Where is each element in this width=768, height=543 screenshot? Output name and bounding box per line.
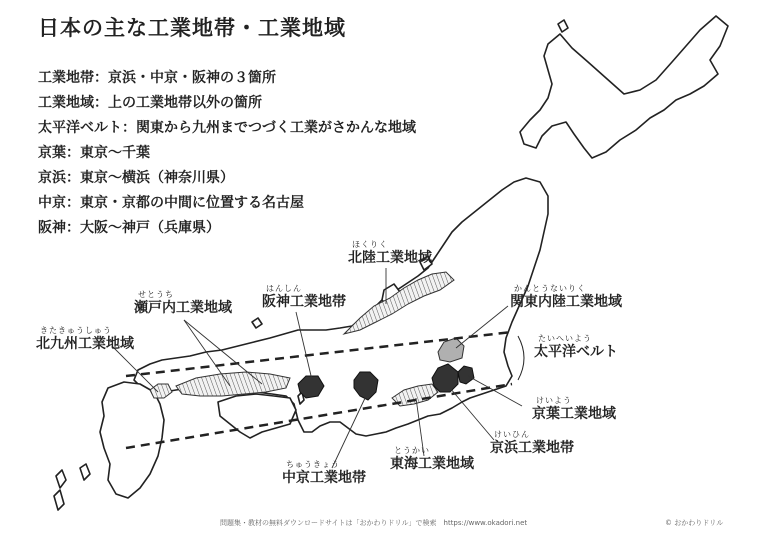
copyright-text: © おかわりドリル — [665, 519, 724, 527]
goto-island — [80, 464, 90, 480]
kyushu-outline — [100, 382, 164, 498]
furigana: けいひん — [494, 430, 530, 439]
label-setouchi — [134, 290, 232, 317]
furigana: ほくりく — [352, 240, 388, 249]
legend-line: 京葉：東京～千葉 — [38, 145, 150, 161]
label-hanshin — [262, 284, 346, 311]
legend-line: 太平洋ベルト：関東から九州までつづく工業がさかんな地域 — [38, 120, 416, 136]
label-chukyo — [282, 460, 366, 487]
furigana: きたきゅうしゅう — [40, 326, 112, 335]
tsushima-island — [56, 470, 66, 488]
label-tokai — [390, 446, 474, 473]
label-pacific-belt — [534, 334, 618, 361]
region-name: 瀬戸内工業地域 — [134, 300, 232, 316]
footer-text: 問題集・教材の無料ダウンロードサイトは「おかわりドリル」で検索 https://www.okadori.net — [220, 519, 528, 527]
legend — [38, 66, 416, 241]
legend-line: 阪神：大阪～神戸（兵庫県） — [38, 220, 220, 236]
label-hokuriku — [348, 240, 432, 267]
legend-line: 中京：東京・京都の中間に位置する名古屋 — [38, 195, 304, 211]
legend-line: 京浜：東京～横浜（神奈川県） — [38, 170, 234, 186]
furigana: けいよう — [536, 396, 572, 405]
furigana: とうかい — [394, 446, 430, 455]
region-name: 北九州工業地域 — [36, 336, 134, 352]
furigana: ちゅうきょう — [286, 460, 340, 469]
legend-line: 工業地域：上の工業地帯以外の箇所 — [38, 95, 262, 111]
region-name: 北陸工業地域 — [348, 250, 432, 266]
region-name: 東海工業地域 — [390, 456, 474, 472]
label-kitakyushu — [36, 326, 134, 353]
furigana: せとうち — [138, 290, 174, 299]
page-title: 日本の主な工業地帯・工業地域 — [38, 16, 346, 40]
region-name: 太平洋ベルト — [534, 344, 618, 360]
label-kanto-inland — [510, 284, 622, 311]
label-keiyo — [532, 396, 616, 423]
label-keihin — [490, 430, 574, 457]
hokkaido-outline — [520, 16, 728, 158]
region-name: 中京工業地帯 — [282, 470, 366, 486]
region-name: 阪神工業地帯 — [262, 294, 346, 310]
region-name: 関東内陸工業地域 — [510, 294, 622, 310]
furigana: はんしん — [266, 284, 302, 293]
legend-line: 工業地帯：京浜・中京・阪神の３箇所 — [38, 70, 276, 86]
tanegashima-island — [54, 490, 64, 510]
region-name: 京浜工業地帯 — [490, 440, 574, 456]
oki-island — [252, 318, 262, 328]
region-name: 京葉工業地域 — [532, 406, 616, 422]
rishiri-island — [558, 20, 568, 32]
furigana: かんとうないりく — [514, 284, 586, 293]
pacific-belt-bracket — [518, 336, 524, 380]
furigana: たいへいよう — [538, 334, 592, 343]
